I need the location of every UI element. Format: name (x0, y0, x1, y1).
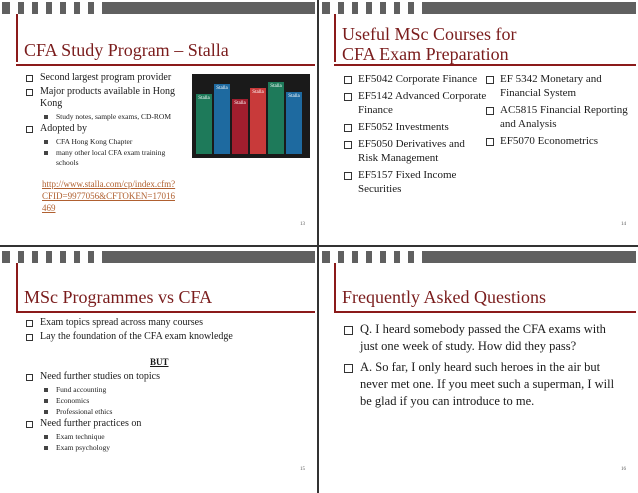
slide-2 (322, 2, 636, 242)
page-number: 14 (621, 222, 626, 227)
course-item: EF5052 Investments (342, 120, 487, 134)
slide-title: Useful MSc Courses for CFA Exam Preparation (342, 24, 517, 64)
page-number: 13 (300, 222, 305, 227)
slide-title: MSc Programmes vs CFA (24, 287, 213, 307)
sub-bullet-item: Professional ethics (24, 407, 304, 417)
bullet-item: Exam topics spread across many courses (24, 317, 304, 329)
bullet-item: Lay the foundation of the CFA exam knowledge (24, 331, 304, 343)
stalla-products-image: Stalla Stalla Stalla Stalla Stalla Stalla (192, 74, 310, 158)
bullet-item: Second largest program provider (24, 72, 179, 84)
bullet-list (24, 317, 304, 345)
slide-top-bar (322, 2, 636, 14)
but-label: BUT (150, 357, 169, 367)
bullet-item: Major products available in Hong Kong (24, 86, 179, 110)
faq-answer: A. So far, I only heard such heroes in the air but never met one. If you meet such a superman, I will be glad if you can introduce to me. (342, 359, 622, 410)
stalla-link[interactable]: http://www.stalla.com/cp/index.cfm? CFID=9977056&CFTOKEN=17016 469 (42, 179, 176, 213)
sub-bullet-item: CFA Hong Kong Chapter (24, 137, 179, 147)
bullet-list (24, 72, 179, 169)
course-item: EF5070 Econometrics (484, 134, 634, 148)
accent-vline (334, 14, 336, 62)
slide-top-bar (2, 251, 315, 263)
course-item: AC5815 Financial Reporting and Analysis (484, 103, 634, 131)
accent-vline (16, 14, 18, 62)
slide-title: CFA Study Program – Stalla (24, 40, 229, 60)
accent-vline (16, 263, 18, 311)
page-number: 16 (621, 467, 626, 472)
course-list-right (484, 72, 634, 151)
faq-list (342, 321, 622, 414)
bullet-item: Need further studies on topics (24, 371, 304, 383)
slide-top-bar (2, 2, 315, 14)
sub-bullet-item: Economics (24, 396, 304, 406)
slide-4 (322, 251, 636, 491)
course-item: EF5050 Derivatives and Risk Management (342, 137, 487, 165)
faq-question: Q. I heard somebody passed the CFA exams with just one week of study. How did they pass? (342, 321, 622, 355)
title-underline (16, 64, 315, 66)
slide-title: Frequently Asked Questions (342, 287, 546, 307)
sub-bullet-item: Study notes, sample exams, CD-ROM (24, 112, 179, 122)
page-number: 15 (300, 467, 305, 472)
slide-top-bar (322, 251, 636, 263)
sub-bullet-item: Exam technique (24, 432, 304, 442)
course-list-left (342, 72, 487, 199)
slide-1 (2, 2, 315, 242)
sub-bullet-item: Exam psychology (24, 443, 304, 453)
course-item: EF5042 Corporate Finance (342, 72, 487, 86)
slide-divider-horizontal (0, 245, 638, 247)
course-item: EF5157 Fixed Income Securities (342, 168, 487, 196)
bullet-list-2 (24, 371, 304, 454)
course-item: EF 5342 Monetary and Financial System (484, 72, 634, 100)
title-underline (16, 311, 315, 313)
bullet-item: Need further practices on (24, 418, 304, 430)
accent-vline (334, 263, 336, 311)
sub-bullet-item: Fund accounting (24, 385, 304, 395)
course-item: EF5142 Advanced Corporate Finance (342, 89, 487, 117)
slide-3 (2, 251, 315, 491)
title-underline (334, 64, 636, 66)
sub-bullet-item: many other local CFA exam training schools (24, 148, 179, 168)
bullet-item: Adopted by (24, 123, 179, 135)
title-underline (334, 311, 636, 313)
